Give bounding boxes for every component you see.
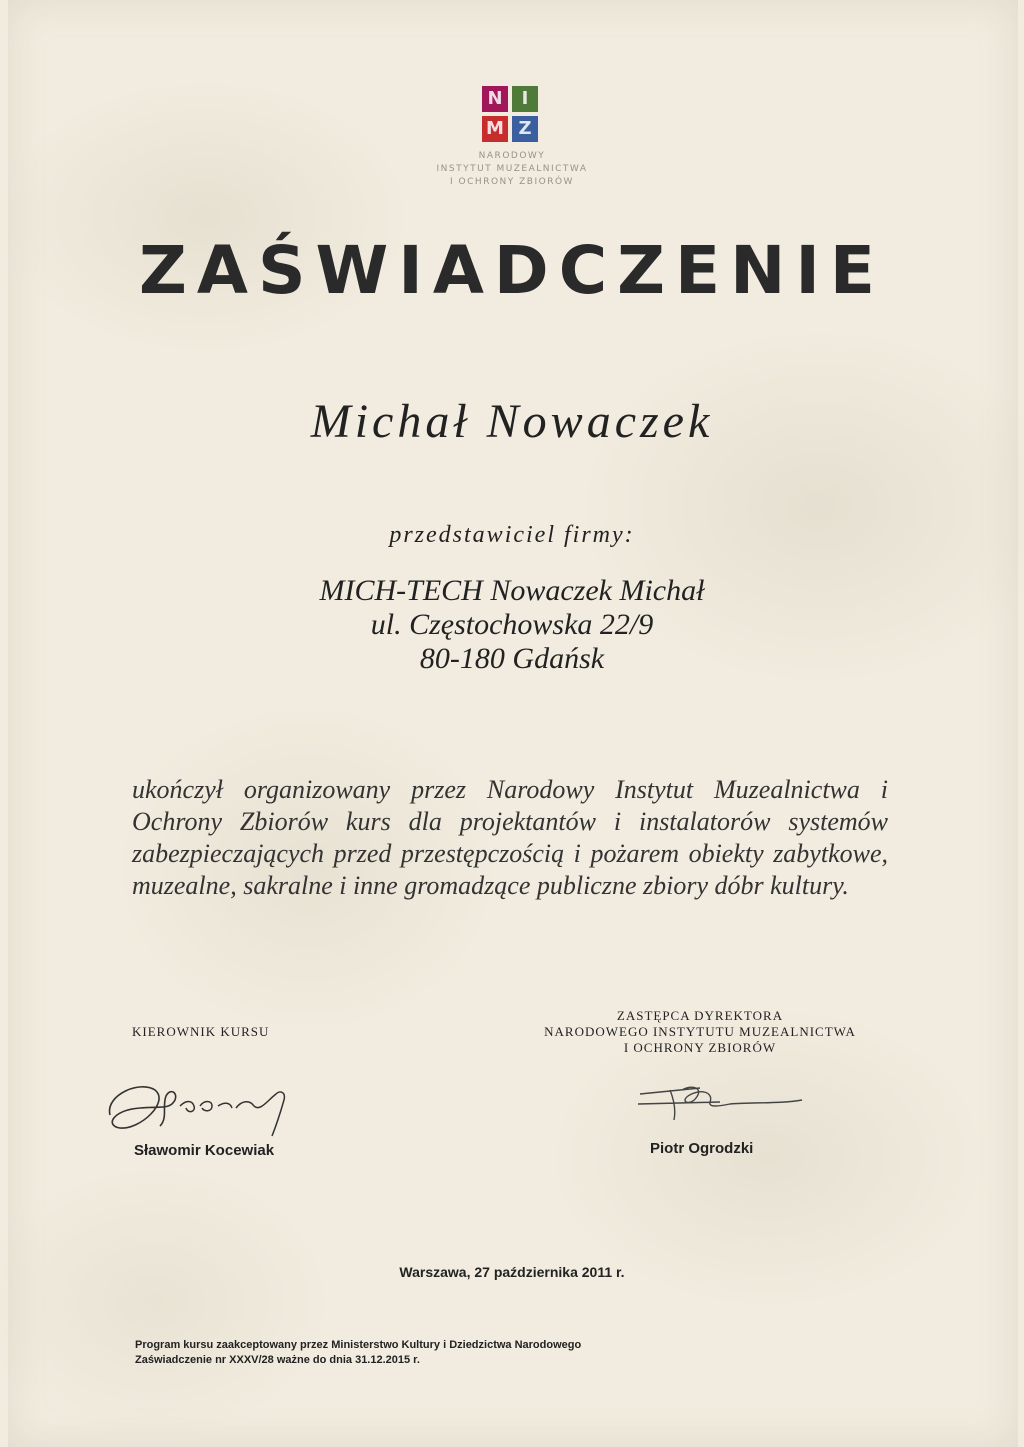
right-signatory-name: Piotr Ogrodzki	[650, 1140, 754, 1157]
right-title-line2: NARODOWEGO INSTYTUTU MUZEALNICTWA	[544, 1024, 856, 1039]
paper-edge	[8, 0, 1018, 1447]
right-signatory-title	[500, 1008, 900, 1056]
right-handwritten-signature	[630, 1076, 810, 1126]
company-name: MICH-TECH Nowaczek Michał	[319, 574, 705, 607]
logo-caption-line2: INSTYTUT MUZEALNICTWA	[436, 164, 588, 174]
right-title-line1: ZASTĘPCA DYREKTORA	[616, 1008, 784, 1023]
company-street: ul. Częstochowska 22/9	[370, 608, 654, 641]
footer-line1: Program kursu zaakceptowany przez Ministerstwo Kultury i Dziedzictwa Narodowego	[135, 1339, 582, 1351]
recipient-name: Michał Nowaczek	[310, 395, 714, 448]
logo-caption	[412, 150, 612, 189]
logo-caption-line3: I OCHRONY ZBIORÓW	[450, 177, 574, 187]
company-block	[0, 574, 1024, 676]
company-city: 80-180 Gdańsk	[419, 642, 605, 675]
certificate-title: ZAŚWIADCZENIE	[139, 232, 885, 309]
place-and-date: Warszawa, 27 października 2011 r.	[399, 1264, 625, 1280]
right-title-line3: I OCHRONY ZBIORÓW	[623, 1040, 777, 1055]
left-signatory-name: Sławomir Kocewiak	[134, 1142, 275, 1159]
logo-letter-z: Z	[518, 118, 532, 139]
footer-note	[135, 1338, 581, 1368]
certificate-body: ukończył organizowany przez Narodowy Instytut Muzealnictwa i Ochrony Zbiorów kurs dla projektantów i instalatorów systemów zabezpieczających przed przestępczością i pożarem obiekty zabytkowe, muzealne, sakralne i inne gromadzące publiczne zbiory dóbr kultury.	[132, 775, 888, 900]
footer-line2: Zaświadczenie nr XXXV/28 ważne do dnia 31.12.2015 r.	[135, 1354, 420, 1366]
logo-caption-line1: NARODOWY	[478, 151, 546, 161]
representative-label: przedstawiciel firmy:	[389, 522, 635, 548]
logo-letter-m: M	[486, 118, 504, 139]
institute-logo	[482, 86, 538, 142]
left-handwritten-signature	[100, 1070, 300, 1140]
logo-letter-n: N	[487, 88, 503, 109]
left-signatory-title: KIEROWNIK KURSU	[132, 1024, 270, 1039]
logo-letter-i: I	[521, 88, 529, 109]
